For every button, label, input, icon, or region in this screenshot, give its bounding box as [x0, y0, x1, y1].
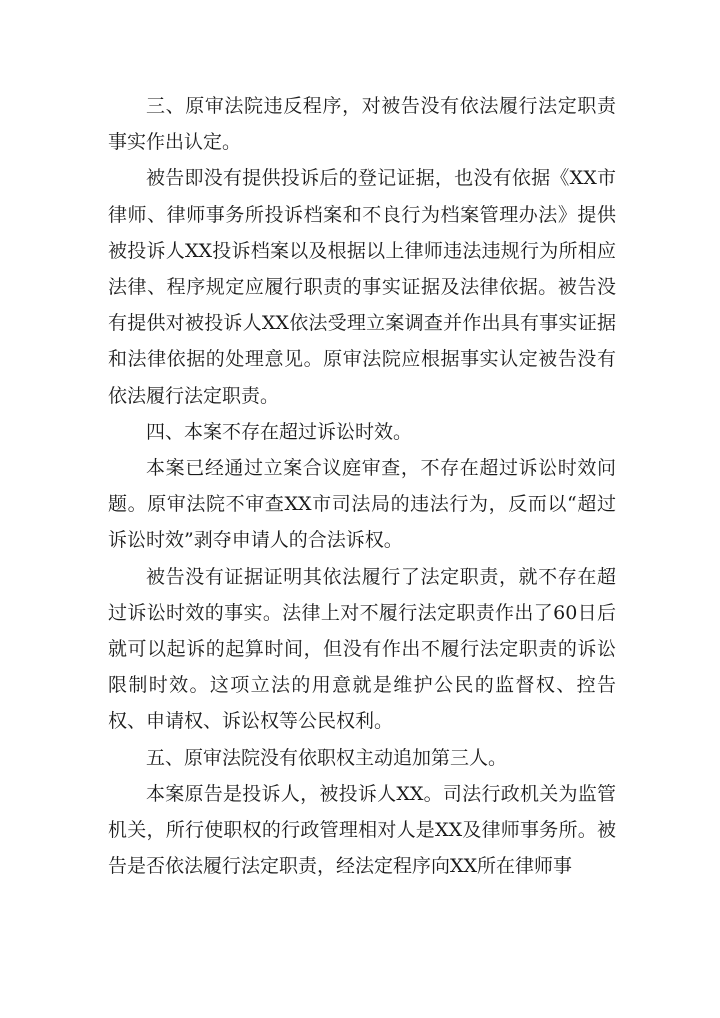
heading-three: 三、原审法院违反程序，对被告没有依法履行法定职责事实作出认定。	[108, 95, 616, 154]
heading-five: 五、原审法院没有依职权主动追加第三人。	[146, 746, 508, 769]
paragraph-evidence: 被告即没有提供投诉后的登记证据，也没有依据《XX市律师、律师事务所投诉档案和不良行为档案管理办法》提供被投诉人XX投诉档案以及根据以上律师违法违规行为所相应法律、程序规定应履行职责的事实证据及法律依据。被告没有提供对被投诉人XX依法受理立案调查并作出具有事实证据和法律依据的处理意见。原审法院应根据事实认定被告没有依法履行法定职责。	[108, 167, 616, 407]
paragraph-review: 本案已经通过立案合议庭审查，不存在超过诉讼时效问题。原审法院不审查XX市司法局的违法行为，反而以“超过诉讼时效”剥夺申请人的合法诉权。	[108, 457, 616, 552]
paragraph-third-party: 本案原告是投诉人，被投诉人XX。司法行政机关为监管机关，所行使职权的行政管理相对人是XX及律师事务所。被告是否依法履行法定职责，经法定程序向XX所在律师事	[108, 782, 616, 878]
paragraph-limitation: 被告没有证据证明其依法履行了法定职责，就不存在超过诉讼时效的事实。法律上对不履行法定职责作出了60日后就可以起诉的起算时间，但没有作出不履行法定职责的诉讼限制时效。这项立法的用意就是维护公民的监督权、控告权、申请权、诉讼权等公民权利。	[108, 565, 616, 733]
document-page	[108, 88, 616, 884]
heading-four: 四、本案不存在超过诉讼时效。	[146, 420, 413, 443]
